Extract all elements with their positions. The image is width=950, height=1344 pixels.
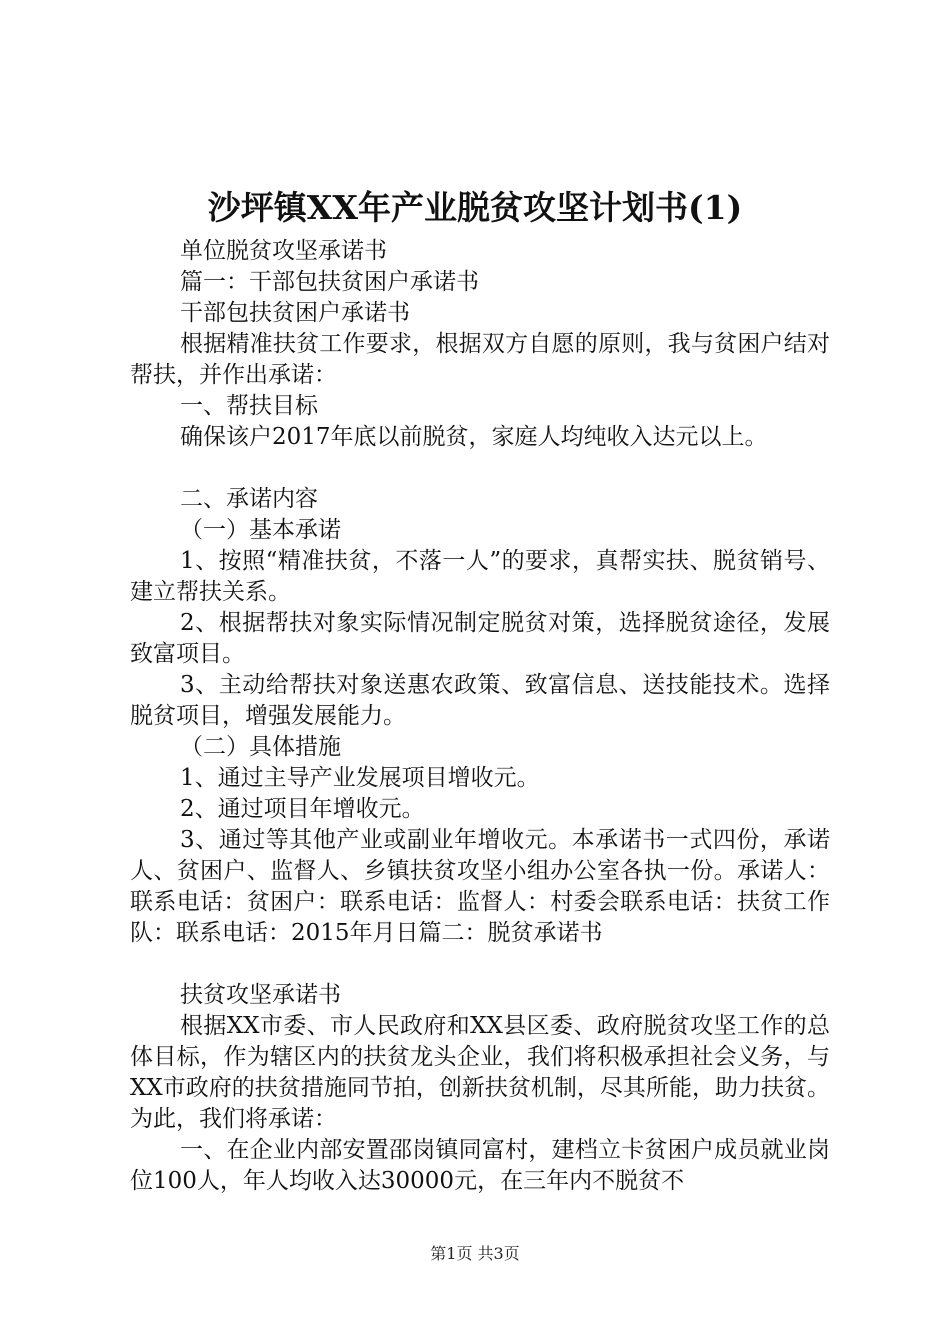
- paragraph-unit-pledge: 单位脱贫攻坚承诺书: [180, 238, 387, 264]
- page-footer: 第1页 共3页: [430, 1244, 520, 1263]
- section-heading-pledge-content: 二、承诺内容: [180, 486, 318, 512]
- paragraph-part-one-heading: 篇一：干部包扶贫困户承诺书: [180, 269, 479, 295]
- paragraph-item-1: 1、按照“精准扶贫，不落一人”的要求，真帮实扶、脱贫销号、建立帮扶关系。: [130, 548, 830, 605]
- paragraph-part-two-heading: 扶贫攻坚承诺书: [180, 982, 341, 1008]
- section-heading-goal: 一、帮扶目标: [180, 393, 318, 419]
- paragraph-enterprise-item-1: 一、在企业内部安置邵岗镇同富村，建档立卡贫困户成员就业岗位100人，年人均收入达30000元，在三年内不脱贫不: [130, 1137, 830, 1194]
- paragraph-item-3: 3、主动给帮扶对象送惠农政策、致富信息、送技能技术。选择脱贫项目，增强发展能力。: [130, 672, 830, 729]
- blank-line: [130, 453, 830, 484]
- paragraph-measure-3: 3、通过等其他产业或副业年增收元。本承诺书一式四份，承诺人、贫困户、监督人、乡镇扶贫攻坚小组办公室各执一份。承诺人：联系电话：贫困户：联系电话：监督人：村委会联系电话：扶贫工作队：联系电话：2015年月日篇二：脱贫承诺书: [130, 827, 830, 946]
- document-title: 沙坪镇XX年产业脱贫攻坚计划书(1): [207, 188, 743, 227]
- document-body: [130, 236, 830, 1197]
- blank-line: [130, 949, 830, 980]
- paragraph-item-2: 2、根据帮扶对象实际情况制定脱贫对策，选择脱贫途径，发展致富项目。: [130, 610, 830, 667]
- paragraph-cadre-pledge-heading: 干部包扶贫困户承诺书: [180, 300, 410, 326]
- paragraph-measure-2: 2、通过项目年增收元。: [180, 796, 425, 822]
- paragraph-goal: 确保该户2017年底以前脱贫，家庭人均纯收入达元以上。: [180, 424, 768, 450]
- paragraph-intro: 根据精准扶贫工作要求，根据双方自愿的原则，我与贫困户结对帮扶，并作出承诺：: [130, 331, 830, 388]
- subsection-heading-basic: （一）基本承诺: [180, 517, 341, 543]
- subsection-heading-measures: （二）具体措施: [180, 734, 341, 760]
- paragraph-enterprise-intro: 根据XX市委、市人民政府和XX县区委、政府脱贫攻坚工作的总体目标，作为辖区内的扶贫龙头企业，我们将积极承担社会义务，与XX市政府的扶贫措施同节拍，创新扶贫机制，尽其所能，助力扶贫。为此，我们将承诺：: [130, 1013, 830, 1132]
- paragraph-measure-1: 1、通过主导产业发展项目增收元。: [180, 765, 540, 791]
